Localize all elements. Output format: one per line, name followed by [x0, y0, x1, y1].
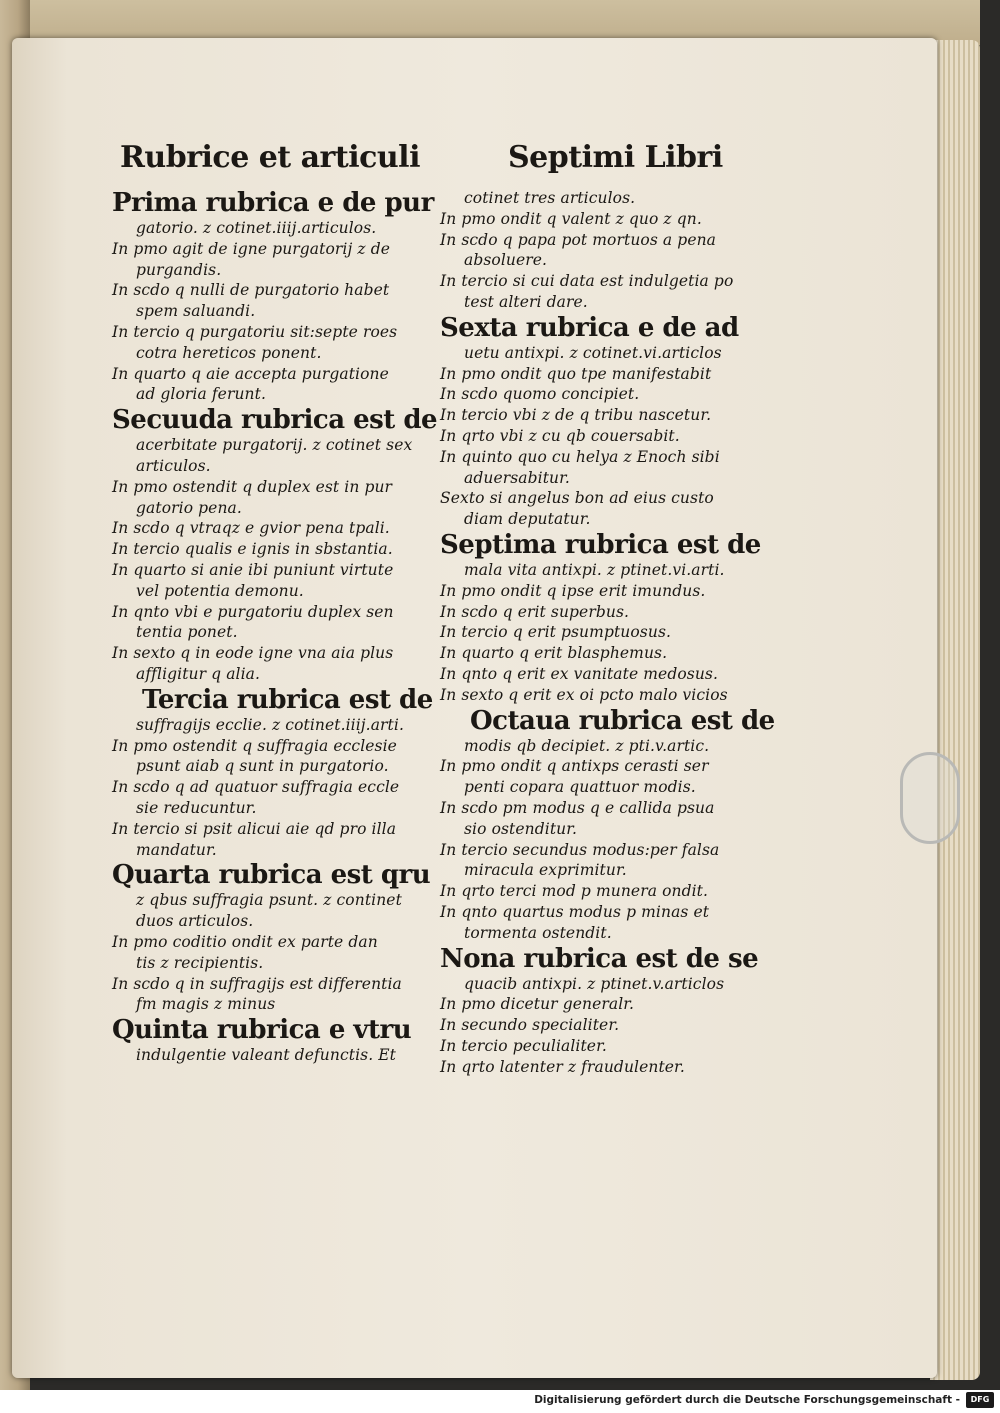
article-line: Sexto si angelus bon ad eius custo: [440, 489, 714, 508]
text-line-continuation: aduersabitur.: [464, 468, 570, 487]
dfg-logo: DFG: [966, 1392, 994, 1408]
text-line-continuation: gatorio pena.: [136, 498, 242, 517]
text-line-continuation: absoluere.: [464, 251, 548, 270]
text-line-continuation: psunt aiab q sunt in purgatorio.: [136, 757, 389, 776]
article-line: In scdo pm modus q e callida psua: [440, 798, 715, 817]
text-line-continuation: affligitur q alia.: [136, 664, 261, 683]
article-line: In tercio si psit alicui aie qd pro illa: [112, 819, 397, 838]
text-line-continuation: miracula exprimitur.: [464, 861, 627, 880]
rubric-heading: Sexta rubrica e de ad: [440, 312, 739, 343]
text-line-continuation: sie reducuntur.: [136, 798, 257, 817]
article-line: In scdo q nulli de purgatorio habet: [112, 281, 390, 300]
article-line: In pmo ostendit q duplex est in pur: [112, 477, 393, 496]
article-line: In scdo q erit superbus.: [440, 602, 630, 621]
article-line: In pmo ondit quo tpe manifestabit: [440, 364, 712, 383]
rubric-heading: Septima rubrica est de: [440, 529, 761, 560]
running-head-left: Rubrice et articuli: [120, 140, 420, 175]
article-line: In qrto vbi z cu qb couersabit.: [440, 426, 680, 445]
article-line: In sexto q erit ex oi pcto malo vicios: [440, 685, 728, 704]
article-line: In pmo dicetur generalr.: [440, 995, 635, 1014]
article-line: In tercio qualis e ignis in sbstantia.: [112, 540, 393, 559]
text-line-continuation: penti copara quattuor modis.: [464, 778, 696, 797]
text-line-continuation: quacib antixpi. z ptinet.v.articlos: [464, 974, 725, 993]
digitization-credit: Digitalisierung gefördert durch die Deutsche Forschungsgemeinschaft -: [534, 1394, 960, 1406]
article-line: In qnto quartus modus p minas et: [440, 902, 710, 921]
rubric-heading: Secuuda rubrica est de: [112, 405, 438, 436]
article-line: In tercio vbi z de q tribu nascetur.: [440, 406, 712, 425]
text-line-continuation: modis qb decipiet. z pti.v.artic.: [464, 736, 710, 755]
article-line: In pmo ondit q antixps cerasti ser: [440, 757, 709, 776]
article-line: In secundo specialiter.: [440, 1016, 620, 1035]
text-line-continuation: acerbitate purgatorij. z cotinet sex: [136, 436, 413, 455]
article-line: In pmo ondit q ipse erit imundus.: [440, 581, 706, 600]
article-line: In tercio si cui data est indulgetia po: [440, 272, 734, 291]
article-line: In qnto vbi e purgatoriu duplex sen: [112, 602, 394, 621]
text-line-continuation: spem saluandi.: [136, 302, 256, 321]
article-line: In scdo q vtraqz e gvior pena tpali.: [112, 519, 390, 538]
text-line-continuation: vel potentia demonu.: [136, 581, 304, 600]
article-line: In qrto latenter z fraudulenter.: [440, 1057, 685, 1076]
article-line: In scdo quomo concipiet.: [440, 385, 640, 404]
text-line-continuation: suffragijs ecclie. z cotinet.iiij.arti.: [136, 715, 404, 734]
article-line: In tercio q purgatoriu sit:septe roes: [112, 322, 398, 341]
text-line-continuation: tis z recipientis.: [136, 953, 264, 972]
rubric-heading: Prima rubrica e de pur: [112, 188, 434, 218]
text-line-continuation: uetu antixpi. z cotinet.vi.articlos: [464, 343, 722, 362]
article-line: In tercio peculialiter.: [440, 1036, 607, 1055]
text-line-continuation: gatorio. z cotinet.iiij.articulos.: [136, 219, 377, 237]
text-line-continuation: sio ostenditur.: [464, 819, 578, 838]
page-stack-edge: [930, 40, 980, 1380]
text-line-continuation: purgandis.: [136, 260, 222, 279]
right-text-column: [440, 188, 775, 1077]
text-line-continuation: cotinet tres articulos.: [464, 189, 636, 207]
rubric-heading: Nona rubrica est de se: [440, 943, 759, 974]
article-line: In tercio q erit psumptuosus.: [440, 623, 672, 642]
text-line-continuation: diam deputatur.: [464, 510, 591, 529]
left-text-column: [112, 188, 438, 1066]
article-line: In pmo agit de igne purgatorij z de: [112, 239, 390, 258]
article-line: In sexto q in eode igne vna aia plus: [112, 644, 394, 663]
rubric-heading: Quinta rubrica e vtru: [112, 1015, 412, 1046]
article-line: In qrto terci mod p munera ondit.: [440, 882, 709, 901]
paper-clip-icon: [900, 752, 960, 844]
text-line-continuation: indulgentie valeant defunctis. Et: [136, 1046, 396, 1065]
text-line-continuation: test alteri dare.: [464, 292, 588, 311]
text-line-continuation: mala vita antixpi. z ptinet.vi.arti.: [464, 560, 725, 579]
text-line-continuation: mandatur.: [136, 840, 217, 859]
rubric-heading: Tercia rubrica est de: [142, 684, 433, 715]
text-line-continuation: fm magis z minus: [136, 995, 276, 1014]
text-line-continuation: tentia ponet.: [136, 623, 238, 642]
text-line-continuation: z qbus suffragia psunt. z continet: [136, 891, 402, 910]
text-line-continuation: tormenta ostendit.: [464, 923, 612, 942]
article-line: In tercio secundus modus:per falsa: [440, 840, 720, 859]
article-line: In qnto q erit ex vanitate medosus.: [440, 664, 718, 683]
article-line: In scdo q in suffragijs est differentia: [112, 974, 402, 993]
text-line-continuation: duos articulos.: [136, 912, 254, 931]
article-line: In quinto quo cu helya z Enoch sibi: [440, 447, 720, 466]
article-line: In pmo ondit q valent z quo z qn.: [440, 209, 702, 228]
text-line-continuation: cotra hereticos ponent.: [136, 343, 322, 362]
text-line-continuation: articulos.: [136, 456, 211, 475]
article-line: In pmo ostendit q suffragia ecclesie: [112, 736, 397, 755]
rubric-heading: Octaua rubrica est de: [470, 705, 775, 736]
article-line: In scdo q ad quatuor suffragia eccle: [112, 778, 400, 797]
article-line: In scdo q papa pot mortuos a pena: [440, 230, 717, 249]
article-line: In quarto q erit blasphemus.: [440, 644, 668, 663]
article-line: In quarto q aie accepta purgatione: [112, 364, 389, 383]
running-head-right: Septimi Libri: [508, 140, 723, 175]
text-line-continuation: ad gloria ferunt.: [136, 385, 266, 404]
article-line: In quarto si anie ibi puniunt virtute: [112, 560, 394, 579]
article-line: In pmo coditio ondit ex parte dan: [112, 932, 378, 951]
rubric-heading: Quarta rubrica est qru: [112, 860, 431, 891]
